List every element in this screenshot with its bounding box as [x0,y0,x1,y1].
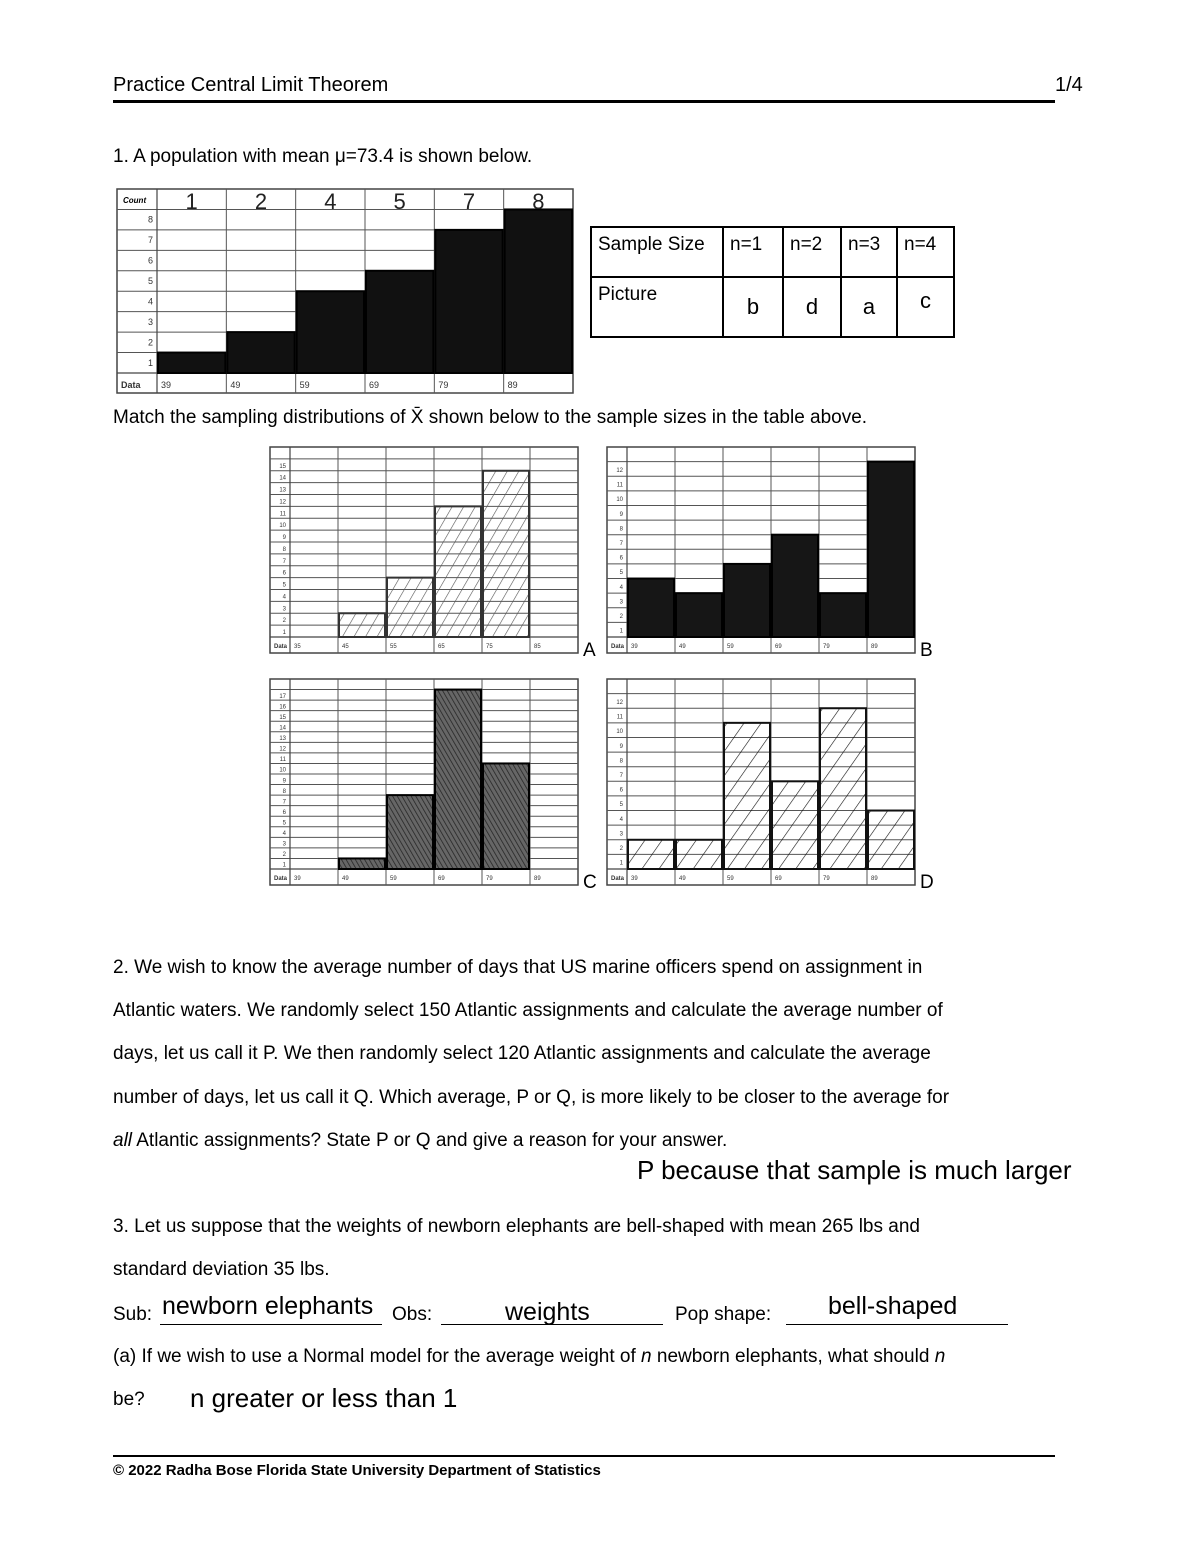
x-tick-label: 69 [438,876,445,882]
label-b: B [920,640,933,661]
handwritten-count: 2 [254,189,268,214]
y-tick-label: 13 [279,736,286,743]
y-tick-label: 6 [619,555,623,562]
data-row-label: Data [611,644,625,650]
sub-value: newborn elephants [162,1292,374,1320]
x-tick-label: 65 [438,644,445,650]
x-tick-label: 49 [679,876,686,882]
y-tick-label: 10 [279,523,286,530]
y-tick-label: 5 [619,802,623,809]
x-tick-label: 59 [390,876,397,882]
handwritten-count: 1 [185,189,198,214]
x-tick-label: 35 [294,644,301,650]
y-tick-label: 6 [619,787,623,794]
x-tick-label: 79 [486,876,493,882]
q2-line-5 [113,1130,727,1152]
histogram-bar [158,353,225,373]
label-d: D [920,872,934,893]
sample-size-table [590,226,955,338]
data-row-label: Data [274,876,288,882]
y-tick-label: 10 [616,497,623,504]
x-tick-label: 85 [534,644,541,650]
histogram-bar [435,690,481,869]
y-tick-label: 8 [282,788,286,795]
histogram-bar [483,763,529,869]
y-tick-label: 2 [282,852,286,859]
q1-prompt: 1. A population with mean μ=73.4 is shown below. [113,146,533,167]
y-tick-label: 1 [619,628,623,635]
y-tick-label: 7 [619,773,623,779]
x-tick-label: 69 [369,380,380,390]
answer-n2[interactable]: d [783,277,841,337]
x-tick-label: 89 [534,876,541,882]
y-tick-label: 2 [282,618,286,625]
histogram-bar [820,593,866,637]
pop-shape-value: bell-shaped [828,1292,958,1320]
y-tick-label: 9 [619,511,623,518]
y-tick-label: 9 [619,743,623,750]
data-row-label: Data [611,876,625,882]
y-tick-label: 3 [619,831,623,838]
handwritten-count: 8 [532,189,545,214]
histogram-a [268,445,580,655]
y-tick-label: 5 [282,582,286,589]
y-tick-label: 9 [282,535,286,542]
q3a-answer[interactable]: n greater or less than 1 [190,1383,458,1413]
handwritten-count: 5 [393,189,406,214]
y-tick-label: 15 [279,714,286,721]
q2-line-4: number of days, let us call it Q. Which average, P or Q, is more likely to be closer to the average for [113,1087,950,1108]
label-a: A [583,640,596,661]
histogram-bar [387,578,433,637]
page-number: 1/4 [1055,74,1083,96]
sample-size-n2: n=2 [783,227,841,277]
q2-line-2: Atlantic waters. We randomly select 150 Atlantic assignments and calculate the average number of [113,1000,943,1021]
y-tick-label: 2 [147,337,153,348]
y-tick-label: 6 [282,809,286,816]
y-tick-label: 8 [619,526,623,533]
q3a-text-2: newborn elephants, what should [651,1346,935,1367]
y-tick-label: 12 [279,746,286,753]
answer-n1[interactable]: b [723,277,783,337]
histogram-bar [628,579,674,637]
y-tick-label: 15 [279,463,286,470]
y-tick-label: 14 [279,725,286,732]
y-tick-label: 11 [616,482,623,489]
x-tick-label: 59 [727,644,734,650]
y-tick-label: 4 [619,584,623,591]
histogram-bar [366,271,433,373]
x-tick-label: 39 [294,876,301,882]
y-tick-label: 8 [147,214,153,225]
table-header-sample-size: Sample Size [591,227,723,277]
data-row-label: Data [121,380,141,390]
document-title: Practice Central Limit Theorem [113,74,389,96]
y-tick-label: 14 [279,475,286,482]
y-tick-label: 4 [282,831,286,838]
histogram-bar [772,535,818,637]
y-tick-label: 10 [279,767,286,774]
y-tick-label: 2 [619,614,623,621]
population-histogram [115,187,575,395]
x-tick-label: 89 [507,380,518,390]
q2-line-5-text: Atlantic assignments? State P or Q and give a reason for your answer. [132,1130,728,1151]
y-tick-label: 16 [279,704,286,711]
histogram-bar [772,781,818,869]
y-tick-label: 9 [282,778,286,785]
q3a-be: be? [113,1389,145,1410]
sub-label: Sub: [113,1304,153,1325]
q3a-n2: n [934,1346,946,1367]
histogram-bar [676,593,722,637]
x-tick-label: 39 [161,380,172,390]
histogram-bar [339,613,385,637]
x-tick-label: 55 [390,644,397,650]
y-tick-label: 4 [147,296,153,307]
y-tick-label: 5 [147,276,153,286]
x-tick-label: 49 [342,876,349,882]
y-tick-label: 3 [619,599,623,606]
histogram-d [605,677,917,887]
sample-size-n4: n=4 [897,227,954,277]
q2-line-3: days, let us call it P. We then randomly select 120 Atlantic assignments and calculate the average [113,1043,931,1064]
histogram-bar [387,795,433,869]
x-tick-label: 69 [775,876,782,882]
y-tick-label: 12 [616,467,623,474]
label-c: C [583,872,597,893]
y-tick-label: 7 [619,541,623,547]
answer-n3[interactable]: a [841,277,897,337]
y-tick-label: 7 [282,558,286,565]
histogram-bar [868,462,914,637]
histogram-bar [435,506,481,637]
y-tick-label: 11 [279,757,286,764]
y-tick-label: 6 [282,570,286,577]
y-tick-label: 1 [619,860,623,867]
x-tick-label: 89 [871,644,878,650]
footer-copyright: © 2022 Radha Bose Florida State University Department of Statistics [113,1462,601,1479]
x-tick-label: 59 [299,380,310,390]
count-label: Count [123,196,147,205]
q2-italic-all: all [113,1130,133,1151]
table-header-picture: Picture [591,277,723,337]
q3-line-2: standard deviation 35 lbs. [113,1259,330,1280]
y-tick-label: 3 [147,316,153,327]
histogram-bar [227,332,294,373]
histogram-bar [505,209,572,373]
y-tick-label: 4 [282,594,286,601]
q2-line-1: 2. We wish to know the average number of days that US marine officers spend on assignment in [113,957,923,978]
match-prompt: Match the sampling distributions of X̄ shown below to the sample sizes in the table above. [113,407,868,428]
y-tick-label: 11 [279,511,286,518]
histogram-bar [483,471,529,637]
handwritten-count: 7 [462,189,476,214]
histogram-bar [339,858,385,869]
y-tick-label: 8 [282,546,286,553]
header-rule [113,100,1055,103]
histogram-bar [676,840,722,869]
q3a-text-1: (a) If we wish to use a Normal model for the average weight of [113,1346,642,1367]
q3-line-1: 3. Let us suppose that the weights of newborn elephants are bell-shaped with mean 265 lbs and [113,1216,920,1237]
y-tick-label: 12 [279,499,286,506]
y-tick-label: 2 [619,846,623,853]
y-tick-label: 4 [619,816,623,823]
pop-shape-label: Pop shape: [675,1304,772,1325]
x-tick-label: 49 [230,380,241,390]
histogram-bar [868,811,914,869]
y-tick-label: 5 [619,570,623,577]
y-tick-label: 3 [282,606,286,613]
x-tick-label: 49 [679,644,686,650]
y-tick-label: 3 [282,841,286,848]
y-tick-label: 5 [282,820,286,827]
y-tick-label: 11 [616,714,623,721]
obs-field[interactable] [441,1292,663,1325]
handwritten-count: 4 [324,189,337,214]
y-tick-label: 7 [282,799,286,806]
q2-answer[interactable]: P because that sample is much larger [637,1155,1072,1185]
sample-size-n3: n=3 [841,227,897,277]
q3a-question [113,1346,945,1368]
histogram-bar [724,723,770,869]
pop-shape-field[interactable] [786,1292,1008,1325]
obs-value: weights [505,1298,590,1326]
x-tick-label: 79 [823,644,830,650]
histogram-c [268,677,580,887]
x-tick-label: 59 [727,876,734,882]
y-tick-label: 6 [147,255,153,266]
answer-n4[interactable]: c [897,277,954,337]
histogram-bar [628,840,674,869]
footer-rule [113,1455,1055,1457]
histogram-bar [297,291,364,373]
y-tick-label: 17 [279,693,286,700]
histogram-b [605,445,917,655]
histogram-bar [435,230,502,373]
y-tick-label: 1 [282,630,286,637]
y-tick-label: 10 [616,729,623,736]
y-tick-label: 1 [282,862,286,869]
sample-size-n1: n=1 [723,227,783,277]
q3a-n: n [641,1346,652,1367]
histogram-bar [724,564,770,637]
sub-field[interactable] [160,1292,382,1325]
obs-label: Obs: [392,1304,433,1325]
data-row-label: Data [274,644,288,650]
x-tick-label: 79 [438,380,449,390]
y-tick-label: 13 [279,487,286,494]
x-tick-label: 39 [631,644,638,650]
histogram-bar [820,708,866,869]
x-tick-label: 75 [486,644,493,650]
x-tick-label: 69 [775,644,782,650]
y-tick-label: 12 [616,699,623,706]
y-tick-label: 8 [619,758,623,765]
x-tick-label: 45 [342,644,349,650]
x-tick-label: 89 [871,876,878,882]
x-tick-label: 39 [631,876,638,882]
y-tick-label: 1 [147,357,153,368]
x-tick-label: 79 [823,876,830,882]
y-tick-label: 7 [147,235,153,246]
